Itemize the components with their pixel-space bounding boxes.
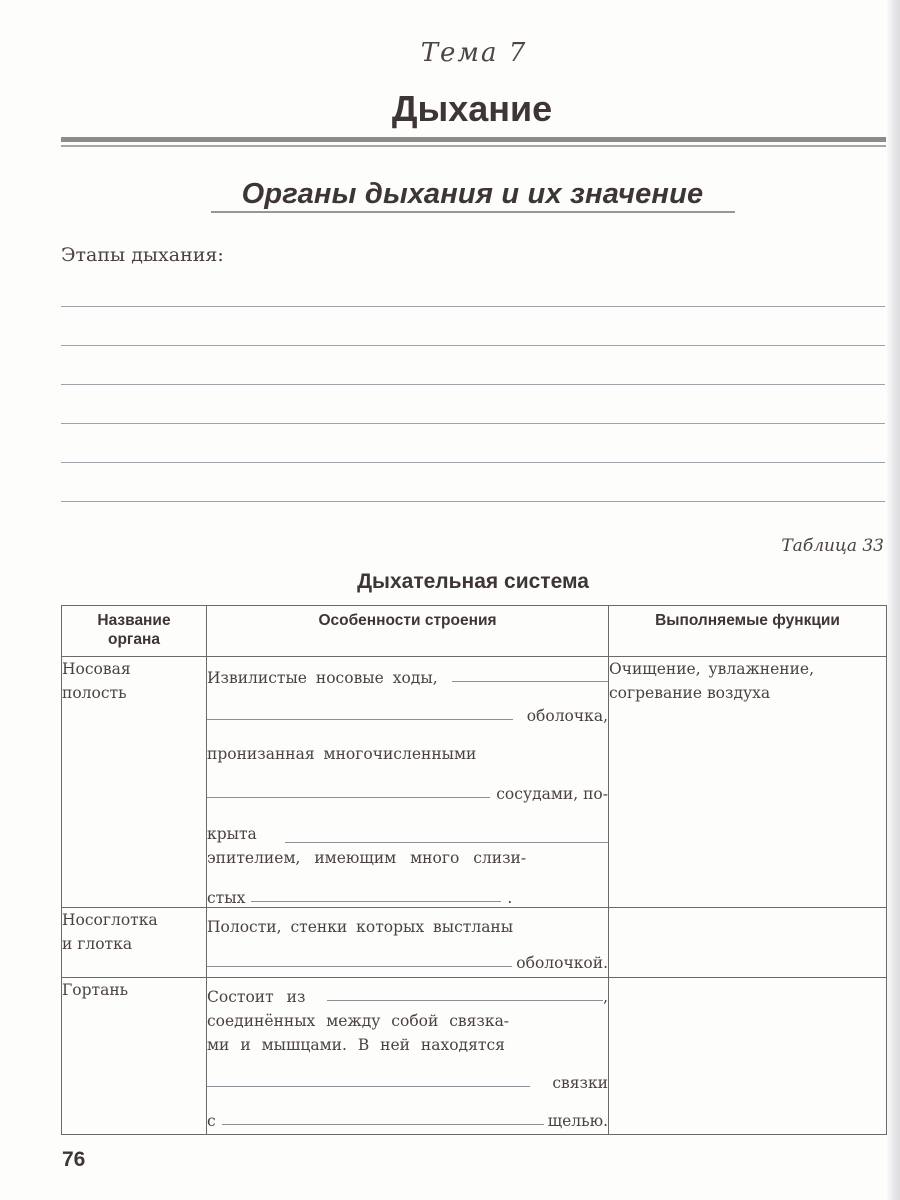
respiratory-system-table [61, 605, 887, 1135]
answer-line-2[interactable] [61, 345, 885, 346]
fill-blank[interactable] [207, 965, 512, 967]
structure-cell: Извилистые носовые ходы, оболочка, пронизанная многочисленными сосудами, по- крыта эпителием, имеющим много слизи- стых . [207, 657, 609, 908]
organ-cell: Носовая полость [62, 657, 207, 908]
fill-blank[interactable] [207, 1085, 530, 1087]
function-cell[interactable] [609, 908, 887, 978]
page-edge-shadow [886, 0, 900, 1200]
chapter-title: Дыхание [391, 88, 553, 129]
section-title: Органы дыхания и их значение [241, 178, 704, 210]
structure-cell: Полости, стенки которых выстланы оболочкой. [207, 908, 609, 978]
title-rule-thick [61, 137, 886, 142]
table-header-row [62, 606, 887, 657]
column-header-organ: Название органа [62, 606, 207, 657]
structure-cell: Состоит из , соединённых между собой связка- ми и мышцами. В ней находятся связки с щелью. [207, 978, 609, 1135]
table-caption: Таблица 33 [781, 536, 884, 556]
table-row [62, 657, 887, 908]
function-cell[interactable] [609, 978, 887, 1135]
answer-line-4[interactable] [61, 423, 885, 424]
fill-blank[interactable] [327, 999, 603, 1001]
answer-line-3[interactable] [61, 384, 885, 385]
theme-label: Тема 7 [420, 38, 528, 68]
table-row [62, 978, 887, 1135]
fill-blank[interactable] [251, 900, 501, 902]
column-header-structure: Особенности строения [207, 606, 609, 657]
organ-cell: Гортань [62, 978, 207, 1135]
fill-blank[interactable] [222, 1123, 544, 1125]
answer-line-1[interactable] [61, 306, 885, 307]
organ-cell: Носоглотка и глотка [62, 908, 207, 978]
column-header-functions: Выполняемые функции [609, 606, 887, 657]
fill-blank[interactable] [285, 841, 608, 843]
title-rule-thin [61, 145, 886, 147]
fill-blank[interactable] [452, 680, 608, 682]
table-title: Дыхательная система [357, 570, 589, 593]
fill-blank[interactable] [207, 718, 513, 720]
page-number: 76 [62, 1148, 86, 1171]
fill-blank[interactable] [207, 796, 490, 798]
answer-line-6[interactable] [61, 501, 885, 502]
stages-label: Этапы дыхания: [61, 244, 224, 266]
answer-line-5[interactable] [61, 462, 885, 463]
table-row [62, 908, 887, 978]
function-cell: Очищение, увлажнение, согревание воздуха [609, 657, 887, 908]
section-underline [211, 211, 735, 213]
